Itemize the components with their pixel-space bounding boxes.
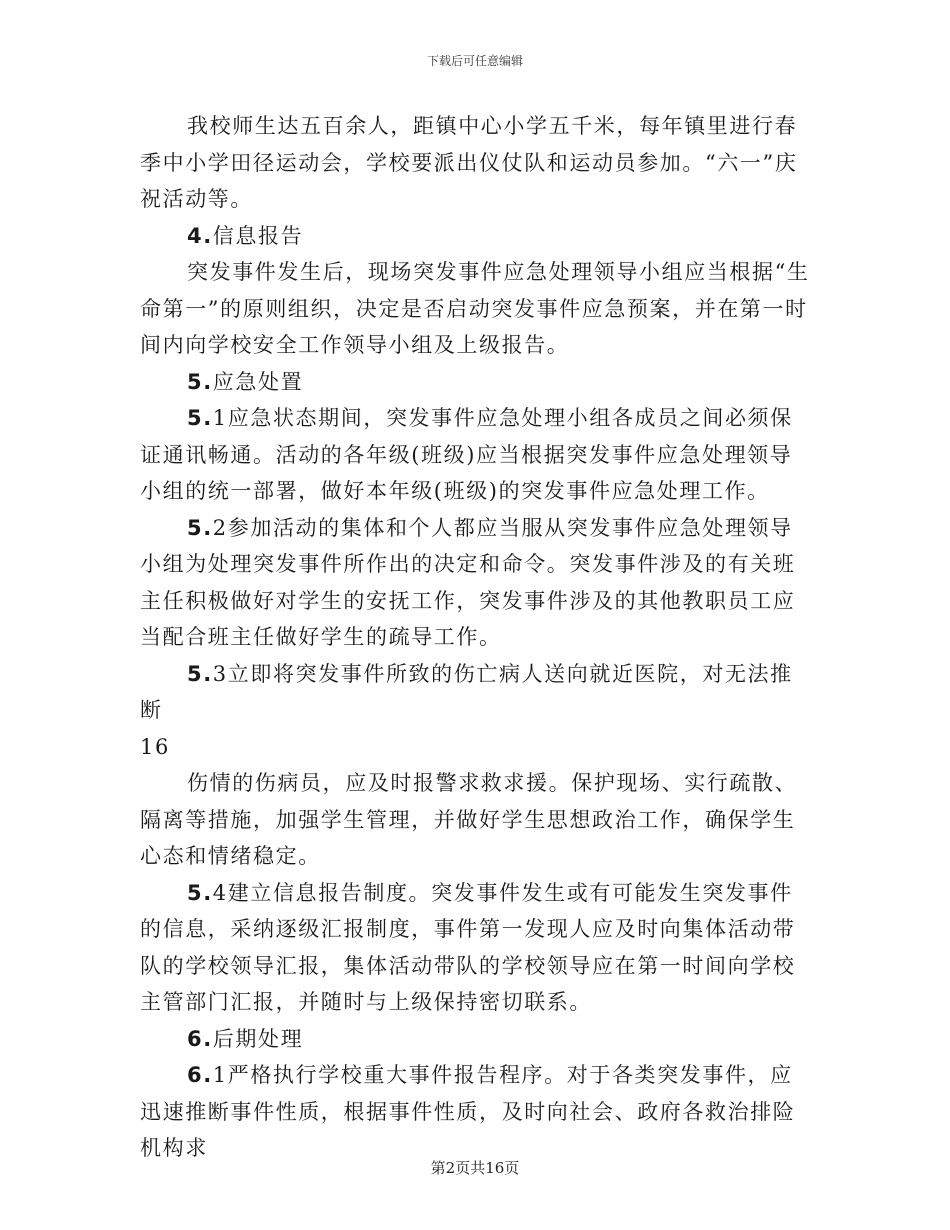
- paragraph-text: 3立即将突发事件所致的伤亡病人送向就近医院，对无法推断: [140, 661, 793, 722]
- paragraph: [140, 254, 812, 364]
- paragraph-text: 16: [140, 734, 170, 759]
- paragraph: [140, 108, 812, 218]
- paragraph-text: 突发事件发生后，现场突发事件应急处理领导小组应当根据“生命第一”的原则组织，决定是否启动突发事件应急预案，并在第一时间内向学校安全工作领导小组及上级报告。: [140, 260, 810, 357]
- paragraph: [140, 729, 812, 766]
- paragraph-text: 我校师生达五百余人，距镇中心小学五千米，每年镇里进行春季中小学田径运动会，学校要派出仪仗队和运动员参加。“六一”庆祝活动等。: [140, 114, 798, 211]
- paragraph: [140, 400, 812, 510]
- section-number: 5.: [187, 515, 213, 540]
- paragraph-text: 1应急状态期间，突发事件应急处理小组各成员之间必须保证通讯畅通。活动的各年级(班级)应当根据突发事件应急处理领导小组的统一部署，做好本年级(班级)的突发事件应急处理工作。: [140, 406, 793, 503]
- paragraph: [140, 765, 812, 875]
- section-number: 5.: [187, 406, 213, 430]
- document-body: [140, 108, 812, 1167]
- paragraph-text: 2参加活动的集体和个人都应当服从突发事件应急处理领导小组为处理突发事件所作出的决定和命令。突发事件涉及的有关班主任积极做好对学生的安抚工作，突发事件涉及的其他教职员工应当配合班主任做好学生的疏导工作。: [140, 515, 796, 649]
- section-heading: [140, 218, 812, 255]
- section-number: 6.: [187, 1063, 213, 1087]
- section-heading: [140, 1021, 812, 1058]
- paragraph: [140, 656, 812, 729]
- section-heading: [140, 364, 812, 401]
- paragraph-text: 信息报告: [212, 223, 304, 248]
- section-number: 5.: [187, 661, 213, 686]
- section-number: 5.: [187, 880, 213, 905]
- paragraph: [140, 510, 812, 656]
- paragraph-text: 1严格执行学校重大事件报告程序。对于各类突发事件，应迅速推断事件性质，根据事件性质，及时向社会、政府各救治排险机构求: [140, 1063, 796, 1160]
- section-number: 6.: [187, 1026, 213, 1051]
- section-number: 5.: [187, 369, 213, 394]
- paragraph-text: 后期处理: [212, 1026, 304, 1051]
- paragraph-text: 应急处置: [212, 369, 304, 394]
- page-footer: 第2页共16页: [430, 1159, 520, 1177]
- page-header: 下载后可任意编辑: [426, 54, 523, 68]
- paragraph-text: 4建立信息报告制度。突发事件发生或有可能发生突发事件的信息，采纳逐级汇报制度，事件第一发现人应及时向集体活动带队的学校领导汇报，集体活动带队的学校领导应在第一时间向学校主管部门汇报，并随时与上级保持密切联系。: [140, 880, 796, 1014]
- paragraph-text: 伤情的伤病员，应及时报警求救求援。保护现场、实行疏散、隔离等措施，加强学生管理，并做好学生思想政治工作，确保学生心态和情绪稳定。: [140, 771, 798, 868]
- paragraph: [140, 1057, 812, 1167]
- section-number: 4.: [187, 223, 213, 248]
- paragraph: [140, 875, 812, 1021]
